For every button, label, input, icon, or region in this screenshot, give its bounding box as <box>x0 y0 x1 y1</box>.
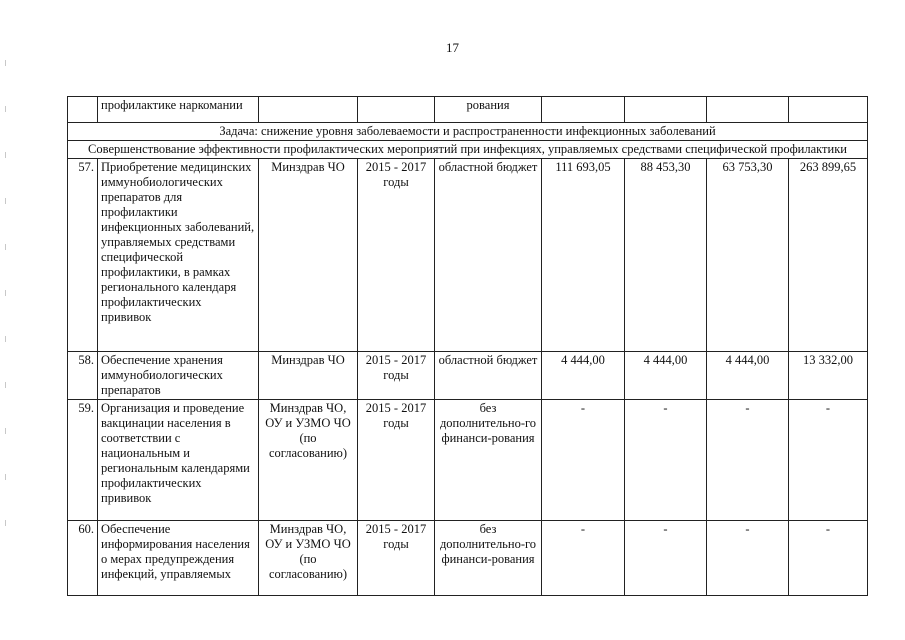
cell-name: Приобретение медицинских иммунобиологических препаратов для профилактики инфекционных заболеваний, управляемых средствами специфической профилактики, в рамках регионального календаря профилактических прививок <box>98 159 259 352</box>
cell-financing: без дополнительно-го финанси-рования <box>435 521 542 596</box>
cell-executor: Минздрав ЧО, ОУ и УЗМО ЧО (по согласованию) <box>259 400 358 521</box>
cell-num: 57. <box>68 159 98 352</box>
cell-total: 263 899,65 <box>789 159 868 352</box>
cell-2016: - <box>625 521 707 596</box>
cell-2016: - <box>625 400 707 521</box>
cell-2015: 111 693,05 <box>542 159 625 352</box>
cell-financing: областной бюджет <box>435 352 542 400</box>
cell-2017: 4 444,00 <box>707 352 789 400</box>
left-margin-marks <box>4 60 8 600</box>
table-row <box>68 400 868 521</box>
table-row <box>68 352 868 400</box>
cell-financing: областной бюджет <box>435 159 542 352</box>
cell-executor: Минздрав ЧО <box>259 159 358 352</box>
cell-name: Обеспечение информирования населения о мерах предупреждения инфекций, управляемых <box>98 521 259 596</box>
cell-2015: - <box>542 400 625 521</box>
cell-executor: Минздрав ЧО <box>259 352 358 400</box>
cell-num <box>68 97 98 123</box>
cell-period: 2015 - 2017 годы <box>358 352 435 400</box>
table-row <box>68 521 868 596</box>
cell-num: 59. <box>68 400 98 521</box>
table-row <box>68 123 868 141</box>
cell-2017 <box>707 97 789 123</box>
subtask-heading: Совершенствование эффективности профилактических мероприятий при инфекциях, управляемых средствами специфической профилактики <box>68 141 868 159</box>
table-row <box>68 97 868 123</box>
cell-2017: 63 753,30 <box>707 159 789 352</box>
cell-total <box>789 97 868 123</box>
cell-num: 58. <box>68 352 98 400</box>
task-heading: Задача: снижение уровня заболеваемости и распространенности инфекционных заболеваний <box>68 123 868 141</box>
page-number: 17 <box>446 40 459 55</box>
cell-financing: рования <box>435 97 542 123</box>
cell-2016: 4 444,00 <box>625 352 707 400</box>
cell-name: профилактике наркомании <box>98 97 259 123</box>
cell-period: 2015 - 2017 годы <box>358 159 435 352</box>
cell-period: 2015 - 2017 годы <box>358 400 435 521</box>
program-measures-table <box>67 96 868 596</box>
cell-financing: без дополнительно-го финанси-рования <box>435 400 542 521</box>
cell-period <box>358 97 435 123</box>
cell-name: Обеспечение хранения иммунобиологических препаратов <box>98 352 259 400</box>
cell-2016: 88 453,30 <box>625 159 707 352</box>
cell-2017: - <box>707 400 789 521</box>
cell-name: Организация и проведение вакцинации населения в соответствии с национальным и региональным календарями профилактических прививок <box>98 400 259 521</box>
cell-2015: 4 444,00 <box>542 352 625 400</box>
cell-num: 60. <box>68 521 98 596</box>
cell-2015 <box>542 97 625 123</box>
cell-executor: Минздрав ЧО, ОУ и УЗМО ЧО (по согласованию) <box>259 521 358 596</box>
cell-period: 2015 - 2017 годы <box>358 521 435 596</box>
cell-total: - <box>789 400 868 521</box>
cell-2015: - <box>542 521 625 596</box>
cell-total: 13 332,00 <box>789 352 868 400</box>
cell-total: - <box>789 521 868 596</box>
cell-executor <box>259 97 358 123</box>
cell-2016 <box>625 97 707 123</box>
cell-2017: - <box>707 521 789 596</box>
table-row <box>68 159 868 352</box>
table-row <box>68 141 868 159</box>
